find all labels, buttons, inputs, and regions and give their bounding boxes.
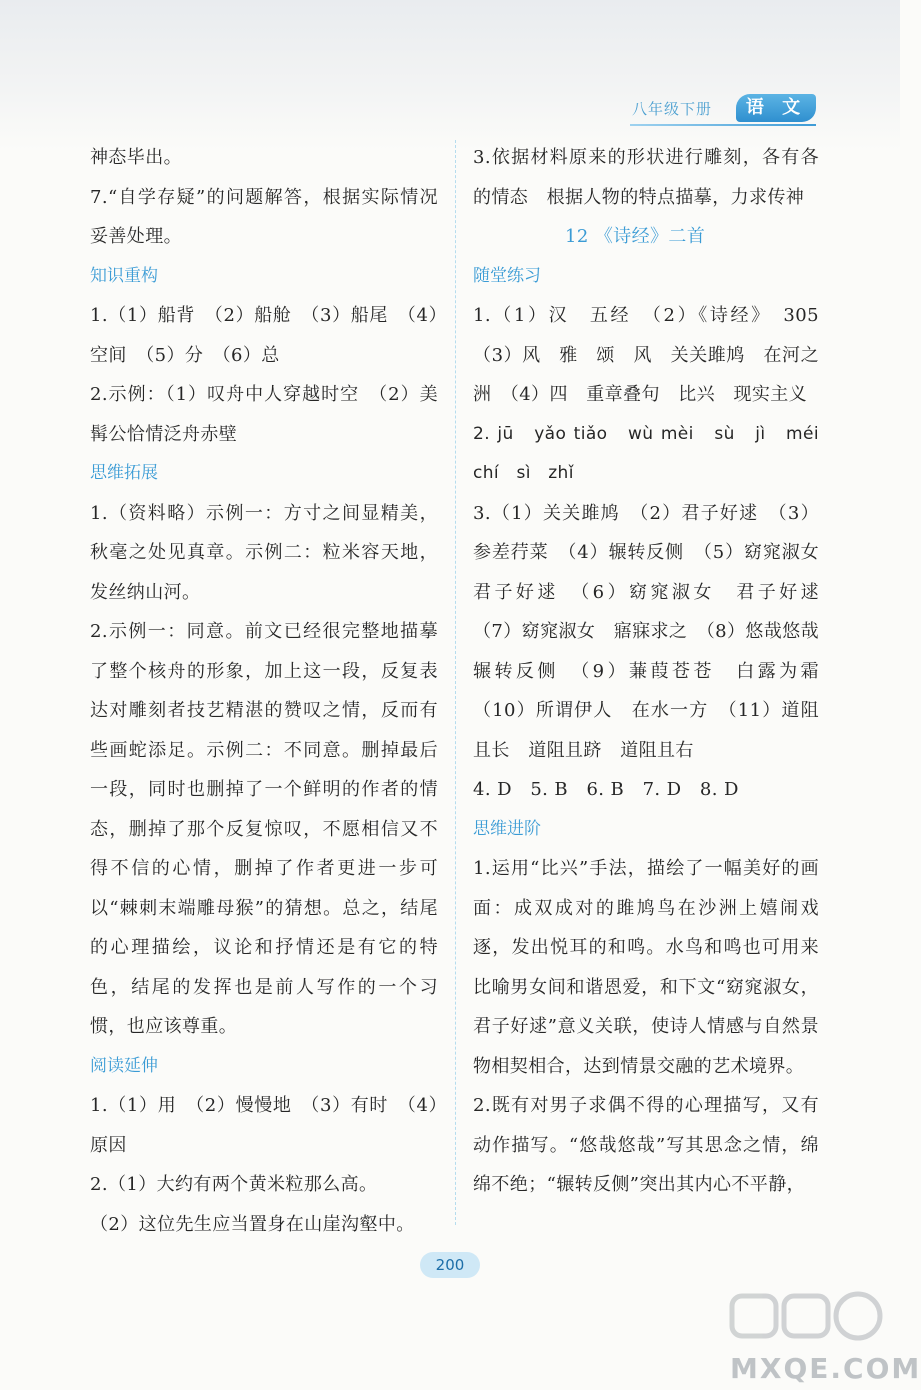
column-divider	[455, 140, 456, 1225]
header-rule	[630, 124, 816, 126]
answer-paragraph: （2）这位先生应当置身在山崖沟壑中。	[90, 1213, 415, 1235]
answer-paragraph: 1.（资料略）示例一：方寸之间显精美，秋毫之处见真章。示例二：粒米容天地，发丝纳山河。	[90, 502, 438, 603]
answer-paragraph: 2.示例一：同意。前文已经很完整地描摹了整个核舟的形象，加上这一段，反复表达对雕刻者技艺精湛的赞叹之情，反而有些画蛇添足。示例二：不同意。删掉最后一段，同时也删掉了一个鲜明的作者的情态，删掉了那个反复惊叹，不愿相信又不得不信的心情，删掉了作者更进一步可以“棘刺末端雕母猴”的猜想。总之，结尾的心理描绘，议论和抒情还是有它的特色，结尾的发挥也是前人写作的一个习惯，也应该尊重。	[90, 621, 438, 1037]
answer-paragraph: 3.依据材料原来的形状进行雕刻，各有各的情态 根据人物的特点描摹，力求传神	[473, 147, 819, 208]
answer-paragraph: 1.（1）汉 五经 （2）《诗经》 305 （3）风 雅 颂 风 关关雎鸠 在河之洲 （4）四 重章叠句 比兴 现实主义	[473, 305, 838, 405]
answer-paragraph: 2.示例：（1）叹舟中人穿越时空 （2）美髯公恰情泛舟赤壁	[90, 384, 438, 445]
watermark-text: MXQE.COM	[730, 1352, 921, 1385]
answer-paragraph: 1.运用“比兴”手法，描绘了一幅美好的画面：成双成对的雎鸠鸟在沙洲上嬉闹戏逐，发出悦耳的和鸣。水鸟和鸣也可用来比喻男女间和谐恩爱，和下文“窈窕淑女，君子好逑”意义关联，使诗人情感与自然景物相契相合，达到情景交融的艺术境界。	[473, 858, 819, 1077]
answer-paragraph: 2.（1）大约有两个黄米粒那么高。	[90, 1174, 378, 1195]
header-grade: 八年级下册	[632, 100, 713, 118]
answer-paragraph: 2.既有对男子求偶不得的心理描写，又有动作描写。“悠哉悠哉”写其思念之情，绵绵不绝；“辗转反侧”突出其内心不平静，	[473, 1095, 819, 1195]
section-heading: 思维拓展	[90, 463, 158, 483]
header-band	[0, 0, 900, 150]
answer-paragraph: 1.（1）船背 （2）船舱 （3）船尾 （4）空间 （5）分 （6）总	[90, 305, 438, 366]
page-number: 200	[420, 1252, 480, 1278]
lesson-title: 12 《诗经》二首	[565, 226, 706, 247]
header-subject-badge: 语 文	[736, 94, 816, 122]
pinyin-answer: 2. jū yǎo tiǎo wù mèi sù jì méi chí sì zhǐ	[473, 423, 837, 483]
answer-paragraph: 7.“自学存疑”的问题解答，根据实际情况妥善处理。	[90, 186, 438, 247]
section-heading: 阅读延伸	[90, 1055, 158, 1076]
answer-paragraph: 4. D 5. B 6. B 7. D 8. D	[473, 779, 739, 800]
answer-paragraph: 3.（1）关关雎鸠 （2）君子好逑 （3）参差荇菜 （4）辗转反侧 （5）窈窕淑女 君子好逑 （6）窈窕淑女 君子好逑 （7）窈窕淑女 寤寐求之 （8）悠哉悠哉 辗转反侧 （9）蒹葭苍苍 白露为霜 （10）所谓伊人 在水一方 （11）道阻且长 道阻且跻 道阻且右	[473, 502, 838, 761]
left-column	[90, 138, 438, 1244]
section-heading: 随堂练习	[473, 265, 541, 286]
answer-paragraph: 神态毕出。	[90, 147, 182, 168]
section-heading: 知识重构	[90, 265, 158, 286]
section-heading: 思维进阶	[473, 818, 541, 839]
right-column	[473, 138, 838, 1205]
answer-paragraph: 1.（1）用 （2）慢慢地 （3）有时 （4）原因	[90, 1095, 438, 1156]
